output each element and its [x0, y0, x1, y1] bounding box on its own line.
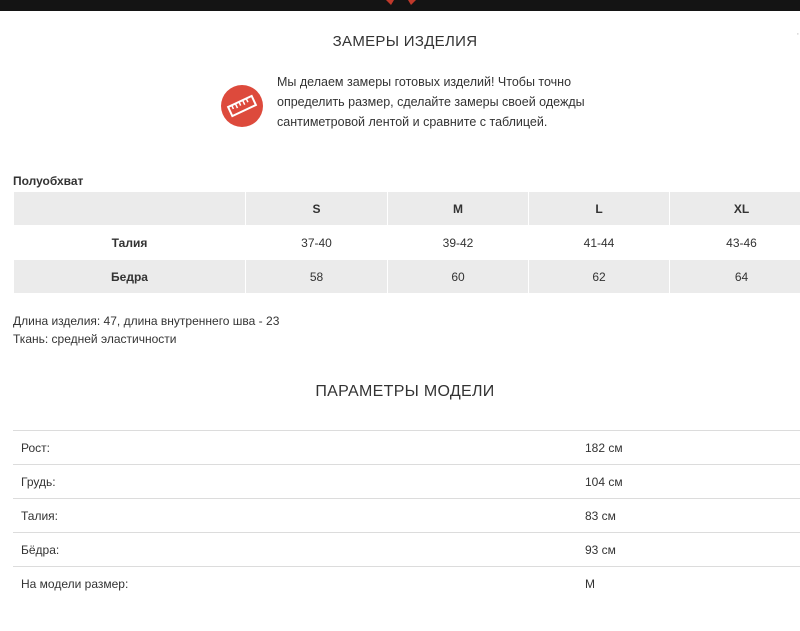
- table-row: [14, 260, 800, 294]
- list-item: [13, 498, 800, 532]
- table-cell: 43-46: [670, 226, 800, 260]
- table-cell: 37-40: [246, 226, 388, 260]
- model-params-list: [13, 430, 800, 600]
- section-label: Полуобхват: [13, 174, 84, 188]
- corner-cell: [14, 192, 246, 226]
- note-line: Ткань: средней эластичности: [13, 332, 177, 346]
- size-table: [13, 191, 800, 294]
- row-label: Бедра: [14, 260, 246, 294]
- list-item: [13, 566, 800, 600]
- list-item: [13, 532, 800, 566]
- table-cell: 58: [246, 260, 388, 294]
- param-label: Талия:: [21, 509, 59, 523]
- table-cell: 39-42: [388, 226, 529, 260]
- param-value: 93 см: [585, 543, 616, 557]
- size-header: S: [246, 192, 388, 226]
- model-title: ПАРАМЕТРЫ МОДЕЛИ: [315, 383, 495, 400]
- product-notes: [13, 312, 279, 348]
- size-header: M: [388, 192, 529, 226]
- close-icon[interactable]: ·: [796, 28, 800, 40]
- table-row: [14, 226, 800, 260]
- size-header: L: [529, 192, 670, 226]
- note-line: Длина изделия: 47, длина внутреннего шва - 23: [13, 314, 280, 328]
- ruler-icon: [221, 85, 263, 127]
- measurements-title: ЗАМЕРЫ ИЗДЕЛИЯ: [332, 33, 478, 50]
- table-cell: 60: [388, 260, 529, 294]
- param-label: Рост:: [21, 441, 50, 455]
- logo-notch: [386, 0, 416, 6]
- row-label: Талия: [14, 226, 246, 260]
- param-value: 83 см: [585, 509, 616, 523]
- param-value: M: [585, 577, 595, 591]
- table-cell: 64: [670, 260, 800, 294]
- size-header-row: [14, 192, 800, 226]
- intro-text: Мы делаем замеры готовых изделий! Чтобы точно определить размер, сделайте замеры своей одежды сантиметровой лентой и сравните с таблицей.: [277, 75, 585, 129]
- list-item: [13, 430, 800, 464]
- param-label: На модели размер:: [21, 577, 129, 591]
- list-item: [13, 464, 800, 498]
- table-cell: 62: [529, 260, 670, 294]
- param-value: 104 см: [585, 475, 623, 489]
- param-label: Грудь:: [21, 475, 56, 489]
- top-bar: [0, 0, 800, 11]
- table-cell: 41-44: [529, 226, 670, 260]
- param-label: Бёдра:: [21, 543, 60, 557]
- size-header: XL: [670, 192, 800, 226]
- param-value: 182 см: [585, 441, 623, 455]
